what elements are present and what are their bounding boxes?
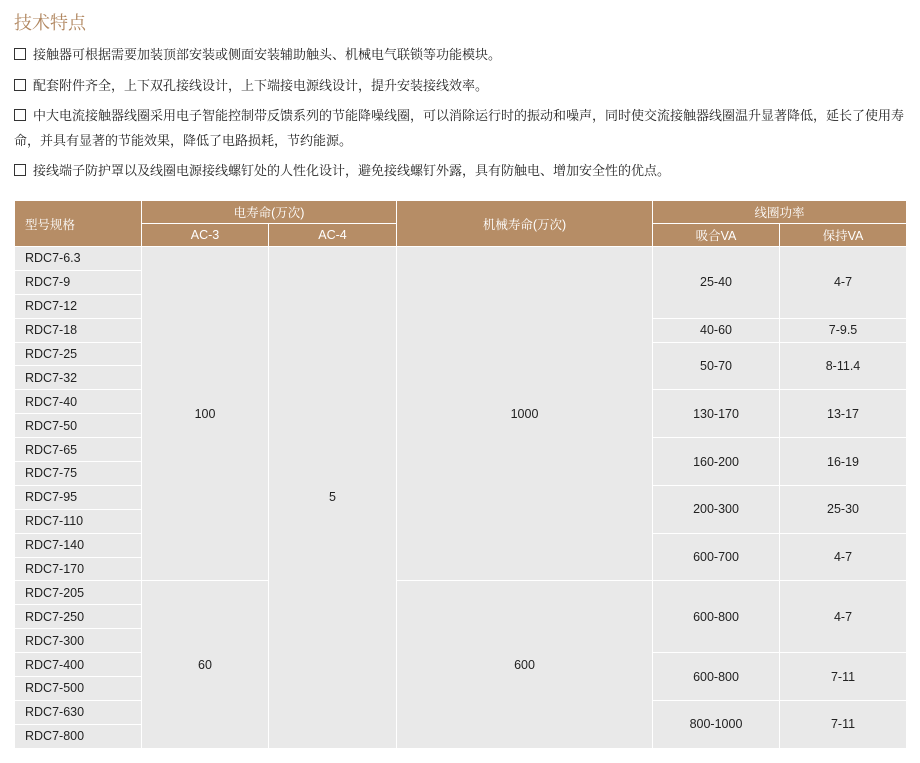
model-cell: RDC7-140 — [15, 533, 142, 557]
model-cell: RDC7-25 — [15, 342, 142, 366]
model-cell: RDC7-32 — [15, 366, 142, 390]
table-row — [15, 581, 907, 605]
pull-in-cell: 600-800 — [653, 581, 780, 653]
section-title: 技术特点 — [14, 13, 86, 34]
pull-in-cell: 600-700 — [653, 533, 780, 581]
model-cell: RDC7-18 — [15, 318, 142, 342]
hold-cell: 4-7 — [780, 247, 907, 319]
mechanical-life-cell: 600 — [397, 581, 653, 748]
model-cell: RDC7-110 — [15, 509, 142, 533]
model-cell: RDC7-75 — [15, 462, 142, 486]
feature-text: 接触器可根据需要加装顶部安装或侧面安装辅助触头、机械电气联锁等功能模块。 — [33, 48, 502, 63]
feature-item — [14, 44, 910, 69]
table-row — [15, 247, 907, 271]
header-mechanical-life: 机械寿命(万次) — [397, 201, 653, 247]
hold-cell: 16-19 — [780, 438, 907, 486]
pull-in-cell: 25-40 — [653, 247, 780, 319]
pull-in-cell: 130-170 — [653, 390, 780, 438]
pull-in-cell: 600-800 — [653, 653, 780, 701]
header-ac3: AC-3 — [142, 224, 269, 247]
model-cell: RDC7-800 — [15, 724, 142, 748]
pull-in-cell: 200-300 — [653, 485, 780, 533]
ac4-cell: 5 — [269, 247, 397, 749]
feature-item — [14, 160, 910, 185]
ac3-cell: 60 — [142, 581, 269, 748]
model-cell: RDC7-250 — [15, 605, 142, 629]
header-pull-in: 吸合VA — [653, 224, 780, 247]
ac3-cell: 100 — [142, 247, 269, 581]
header-hold: 保持VA — [780, 224, 907, 247]
hold-cell: 4-7 — [780, 581, 907, 653]
model-cell: RDC7-500 — [15, 677, 142, 701]
header-ac4: AC-4 — [269, 224, 397, 247]
checkbox-square-icon — [14, 48, 26, 60]
checkbox-square-icon — [14, 109, 26, 121]
pull-in-cell: 800-1000 — [653, 700, 780, 748]
feature-list — [14, 44, 910, 191]
hold-cell: 7-11 — [780, 700, 907, 748]
model-cell: RDC7-12 — [15, 294, 142, 318]
hold-cell: 25-30 — [780, 485, 907, 533]
model-cell: RDC7-9 — [15, 270, 142, 294]
hold-cell: 7-11 — [780, 653, 907, 701]
feature-item — [14, 75, 910, 100]
model-cell: RDC7-65 — [15, 438, 142, 462]
spec-table-body — [15, 247, 907, 749]
feature-item — [14, 105, 910, 154]
header-coil-power: 线圈功率 — [653, 201, 907, 224]
spec-table — [14, 200, 907, 749]
feature-text: 中大电流接触器线圈采用电子智能控制带反馈系列的节能降噪线圈，可以消除运行时的振动和噪声，同时使交流接触器线圈温升显著降低，延长了使用寿命，并具有显著的节能效果，降低了电路损耗，节约能源。 — [14, 109, 905, 149]
hold-cell: 13-17 — [780, 390, 907, 438]
model-cell: RDC7-400 — [15, 653, 142, 677]
mechanical-life-cell: 1000 — [397, 247, 653, 581]
model-cell: RDC7-300 — [15, 629, 142, 653]
model-cell: RDC7-50 — [15, 414, 142, 438]
pull-in-cell: 160-200 — [653, 438, 780, 486]
header-model: 型号规格 — [15, 201, 142, 247]
feature-text: 配套附件齐全，上下双孔接线设计，上下端接电源线设计，提升安装接线效率。 — [33, 78, 489, 94]
checkbox-square-icon — [14, 79, 26, 91]
header-electrical-life: 电寿命(万次) — [142, 201, 397, 224]
hold-cell: 7-9.5 — [780, 318, 907, 342]
pull-in-cell: 50-70 — [653, 342, 780, 390]
model-cell: RDC7-40 — [15, 390, 142, 414]
feature-text: 接线端子防护罩以及线圈电源接线螺钉处的人性化设计，避免接线螺钉外露，具有防触电、增加安全性的优点。 — [33, 164, 671, 179]
checkbox-square-icon — [14, 164, 26, 176]
model-cell: RDC7-6.3 — [15, 247, 142, 271]
model-cell: RDC7-630 — [15, 700, 142, 724]
model-cell: RDC7-205 — [15, 581, 142, 605]
model-cell: RDC7-170 — [15, 557, 142, 581]
hold-cell: 8-11.4 — [780, 342, 907, 390]
model-cell: RDC7-95 — [15, 485, 142, 509]
hold-cell: 4-7 — [780, 533, 907, 581]
pull-in-cell: 40-60 — [653, 318, 780, 342]
